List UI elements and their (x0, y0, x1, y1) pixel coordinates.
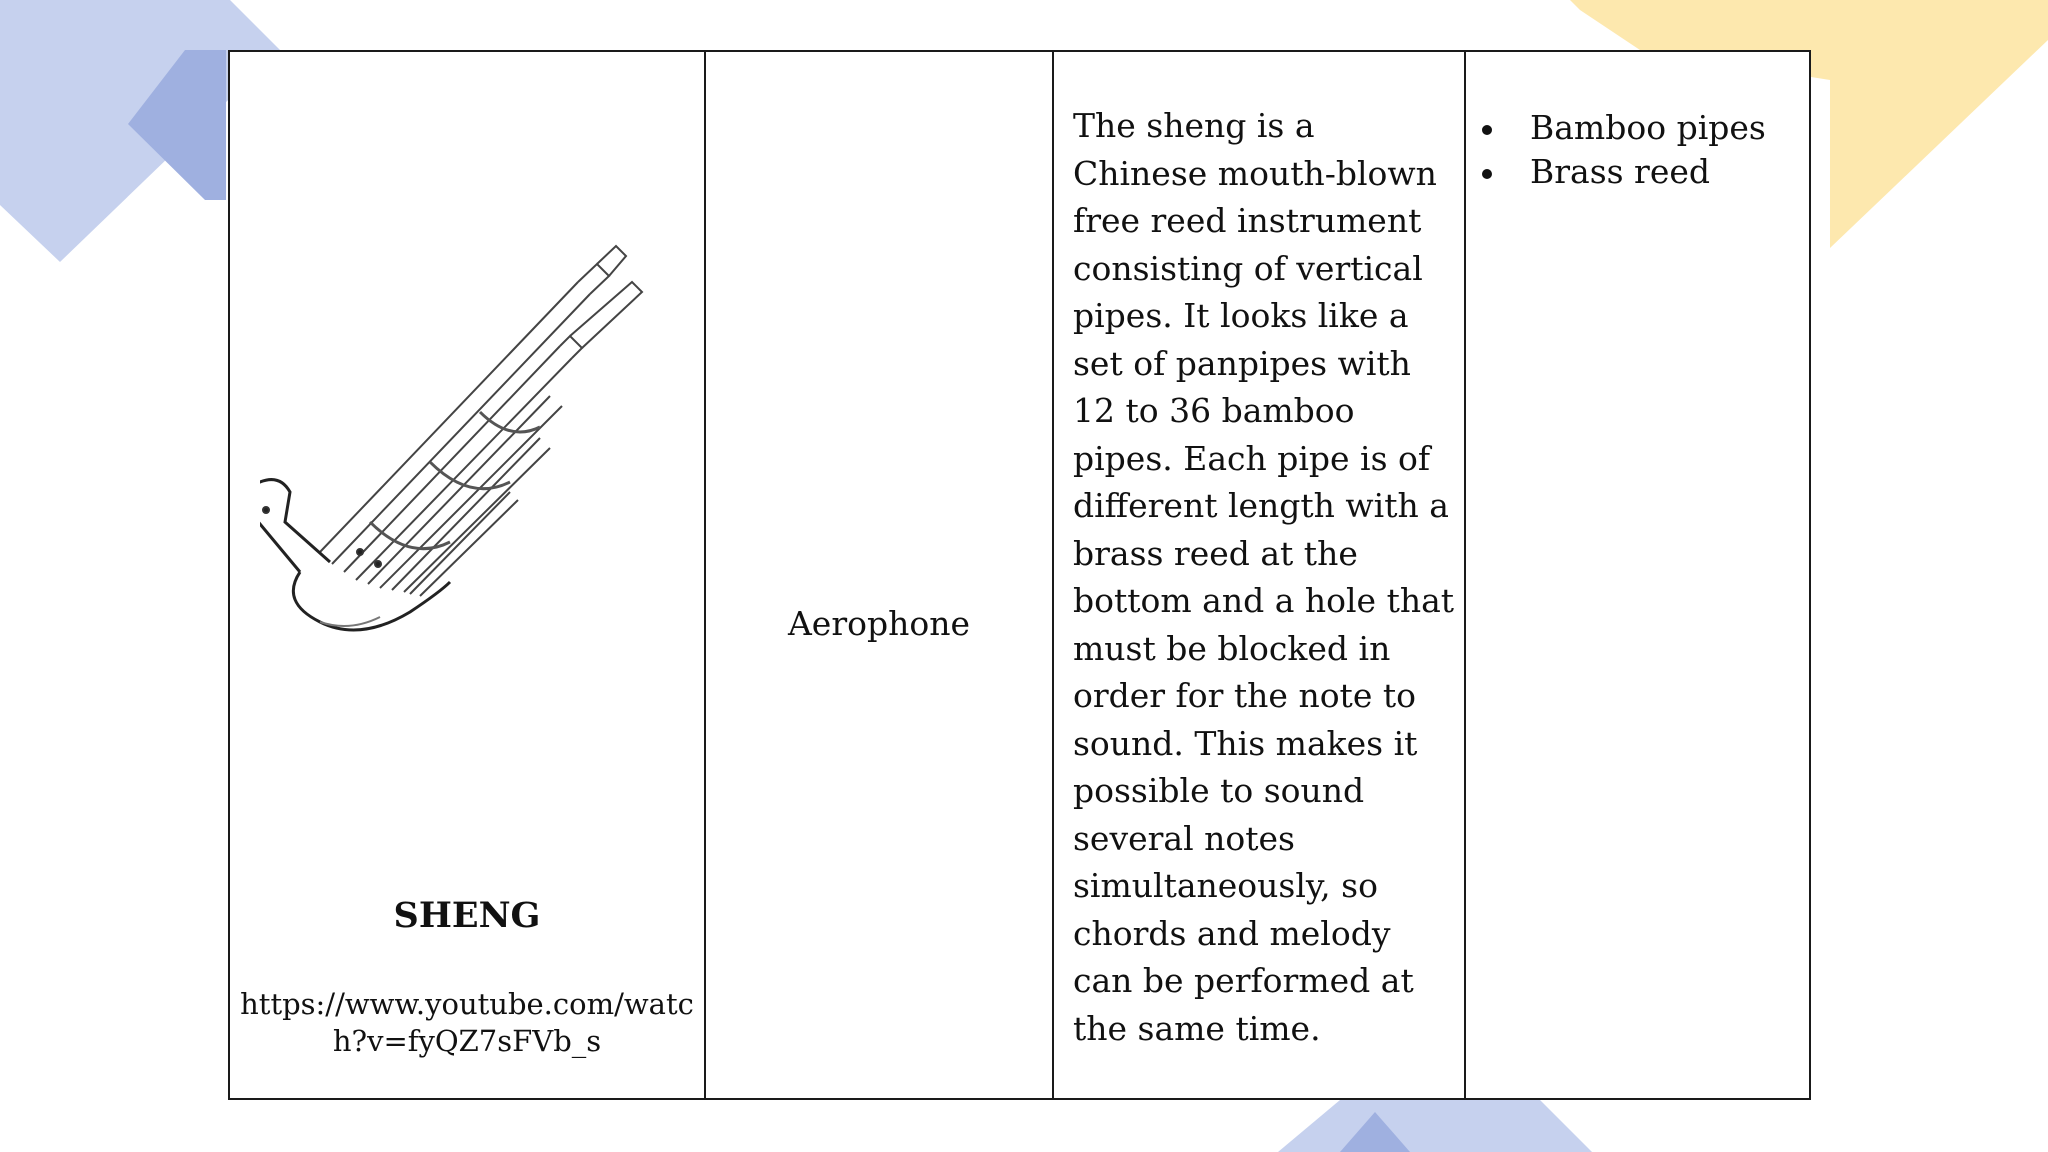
part-label: Bamboo pipes (1530, 108, 1766, 147)
instrument-description: The sheng is a Chinese mouth-blown free reed instrument consisting of vertical pipes. It looks like a set of panpipes with 12 to 36 bamboo pipes. Each pipe is of different length with a brass reed at the bottom and a hole that must be blocked in order for the note to sound. This makes it possible to sound several notes simultaneously, so chords and melody can be performed at the same time. (1073, 106, 1455, 1048)
instrument-table (228, 50, 1811, 1100)
instrument-name: SHENG (393, 895, 541, 936)
parts-cell (1466, 52, 1809, 1098)
reference-link[interactable]: https://www.youtube.com/watch?v=fyQZ7sFVb_s (240, 987, 694, 1058)
classification-cell (706, 52, 1054, 1098)
decor-blue-shape-bottom (1278, 1100, 1592, 1152)
instrument-classification: Aerophone (787, 604, 971, 643)
parts-list (1478, 106, 1809, 194)
bullet-icon (1482, 169, 1492, 179)
list-item (1478, 150, 1809, 194)
part-label: Brass reed (1530, 152, 1711, 191)
instrument-image-cell (230, 52, 706, 1098)
list-item (1478, 106, 1809, 150)
sheng-illustration-icon (260, 192, 680, 632)
description-cell (1054, 52, 1466, 1098)
bullet-icon (1482, 125, 1492, 135)
